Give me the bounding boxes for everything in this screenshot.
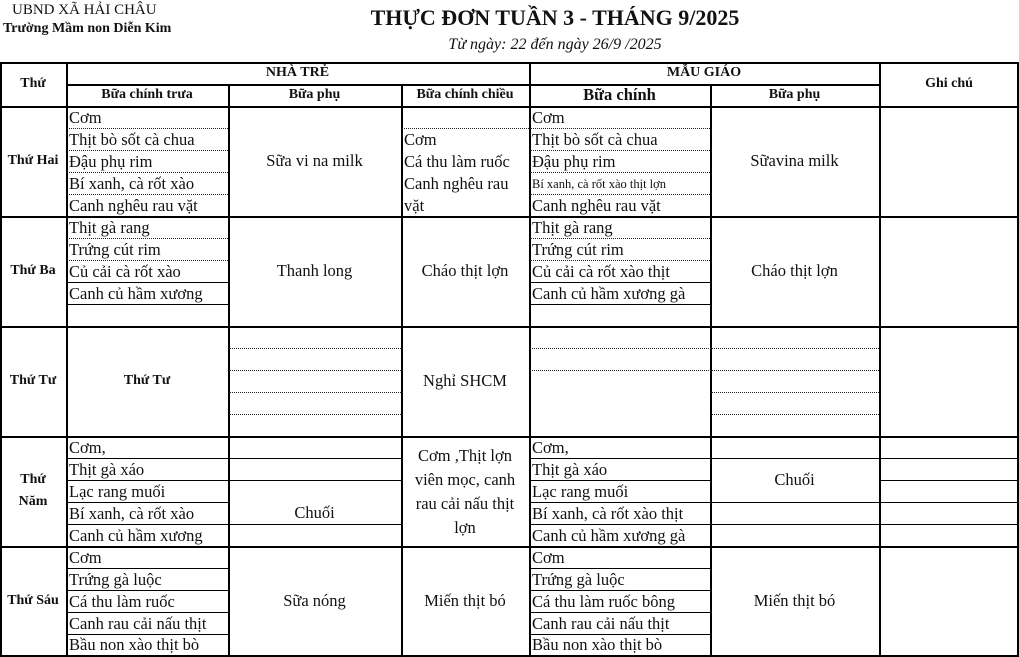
menu-item: Cơm [404, 130, 437, 149]
day-label-thursday: Thứ Năm [18, 472, 48, 509]
menu-item: Bí xanh, cà rốt xào [69, 174, 195, 193]
menu-item: Canh củ hầm xương [69, 284, 203, 303]
snack-cell: Thanh long [276, 261, 353, 280]
menu-item: Cá thu làm ruốc [404, 152, 510, 171]
notes-cell[interactable] [879, 436, 1019, 546]
menu-item: Thịt gà rang [69, 218, 150, 237]
menu-item: Bí xanh, cà rốt xào thịt [532, 504, 684, 523]
day-label-wednesday: Thứ Tư [9, 373, 57, 388]
day-label-tuesday: Thứ Ba [10, 263, 56, 278]
col-header-nt-snack: Bữa phụ [288, 87, 341, 102]
menu-item: Cơm [69, 548, 102, 567]
menu-item: Trứng gà luộc [69, 570, 162, 589]
menu-item: Bí xanh, cà rốt xào [69, 504, 195, 523]
afternoon-cell: Cháo thịt lợn [421, 261, 509, 280]
menu-item: Canh nghêu rau [404, 174, 509, 193]
group-header-nha-tre: NHÀ TRẺ [265, 65, 330, 80]
col-header-notes: Ghi chú [925, 76, 973, 91]
col-header-mg-main: Bữa chính [583, 85, 656, 104]
menu-item: Canh nghêu rau vặt [69, 196, 198, 215]
menu-item: Lạc rang muối [532, 482, 629, 501]
snack-cell: Chuối [294, 503, 335, 522]
menu-item: Canh củ hầm xương gà [532, 284, 686, 303]
menu-item: Canh củ hầm xương gà [532, 526, 686, 545]
notes-cell[interactable] [879, 326, 1019, 436]
menu-item: Canh củ hầm xương [69, 526, 203, 545]
menu-item: Thịt gà xáo [69, 460, 145, 479]
afternoon-cell: Miến thịt bó [424, 591, 506, 610]
snack-cell: Sữa vi na milk [266, 151, 363, 170]
afternoon-cell: Cơm ,Thịt lợn viên mọc, canh rau cải nấu thịt lợn [414, 446, 516, 537]
notes-cell[interactable] [879, 106, 1019, 216]
snack-cell: Miến thịt bó [753, 591, 836, 610]
col-header-mg-snack: Bữa phụ [768, 87, 821, 102]
menu-item: Trứng cút rim [532, 240, 624, 259]
menu-item: Trứng gà luộc [532, 570, 625, 589]
menu-item [529, 305, 710, 327]
col-header-nt-afternoon: Bữa chính chiều [416, 87, 514, 102]
day-label-monday: Thứ Hai [7, 153, 59, 168]
menu-item: Cơm, [69, 438, 106, 457]
group-header-mau-giao: MẪU GIÁO [666, 65, 742, 80]
snack-cell [228, 326, 401, 436]
menu-item: Lạc rang muối [69, 482, 166, 501]
snack-cell: Chuối [774, 470, 815, 489]
date-range: Từ ngày: 22 đến ngày 26/9 /2025 [448, 36, 662, 53]
menu-item: Cơm [532, 548, 565, 567]
menu-item: Đậu phụ rim [532, 152, 616, 171]
notes-cell[interactable] [879, 216, 1019, 326]
menu-item: Đậu phụ rim [69, 152, 153, 171]
menu-item [401, 107, 529, 129]
menu-item [66, 305, 228, 327]
menu-item: Củ cải cà rốt xào thịt [532, 262, 670, 281]
menu-item: Cơm [69, 108, 102, 127]
page-title: THỰC ĐƠN TUẦN 3 - THÁNG 9/2025 [370, 5, 740, 30]
menu-item: Thịt bò sốt cà chua [532, 130, 658, 149]
wednesday-main-cell: Thứ Tư [123, 373, 171, 388]
menu-item: Bí xanh, cà rốt xào thịt lợn [532, 177, 667, 191]
org-name: UBND XÃ HẢI CHÂU [12, 2, 157, 18]
school-name: Trường Mầm non Diễn Kim [3, 21, 172, 36]
menu-item: Cơm, [532, 438, 569, 457]
menu-item: Cá thu làm ruốc [69, 592, 175, 611]
snack-cell: Cháo thịt lợn [751, 261, 838, 280]
col-header-day: Thứ [20, 76, 46, 91]
menu-item: Cơm [532, 108, 565, 127]
menu-item: Canh rau cải nấu thịt [532, 614, 670, 633]
snack-cell [710, 326, 879, 436]
col-header-nt-lunch: Bữa chính trưa [101, 87, 193, 102]
menu-item: Củ cải cà rốt xào [69, 262, 181, 281]
menu-item: Bầu non xào thịt bò [532, 635, 663, 654]
snack-cell: Sữa nóng [283, 591, 346, 610]
menu-item: Canh nghêu rau vặt [532, 196, 661, 215]
day-label-friday: Thứ Sáu [7, 593, 59, 608]
snack-cell: Sữavina milk [750, 151, 839, 170]
notes-cell[interactable] [879, 546, 1019, 656]
menu-item: Thịt gà xáo [532, 460, 608, 479]
menu-item: Thịt gà rang [532, 218, 613, 237]
menu-item: Thịt bò sốt cà chua [69, 130, 195, 149]
afternoon-cell: Nghỉ SHCM [423, 371, 507, 390]
menu-item: Trứng cút rim [69, 240, 161, 259]
menu-item: vặt [404, 196, 425, 215]
menu-item: Canh rau cải nấu thịt [69, 614, 207, 633]
menu-item: Bầu non xào thịt bò [69, 635, 200, 654]
menu-item: Cá thu làm ruốc bông [532, 592, 675, 611]
